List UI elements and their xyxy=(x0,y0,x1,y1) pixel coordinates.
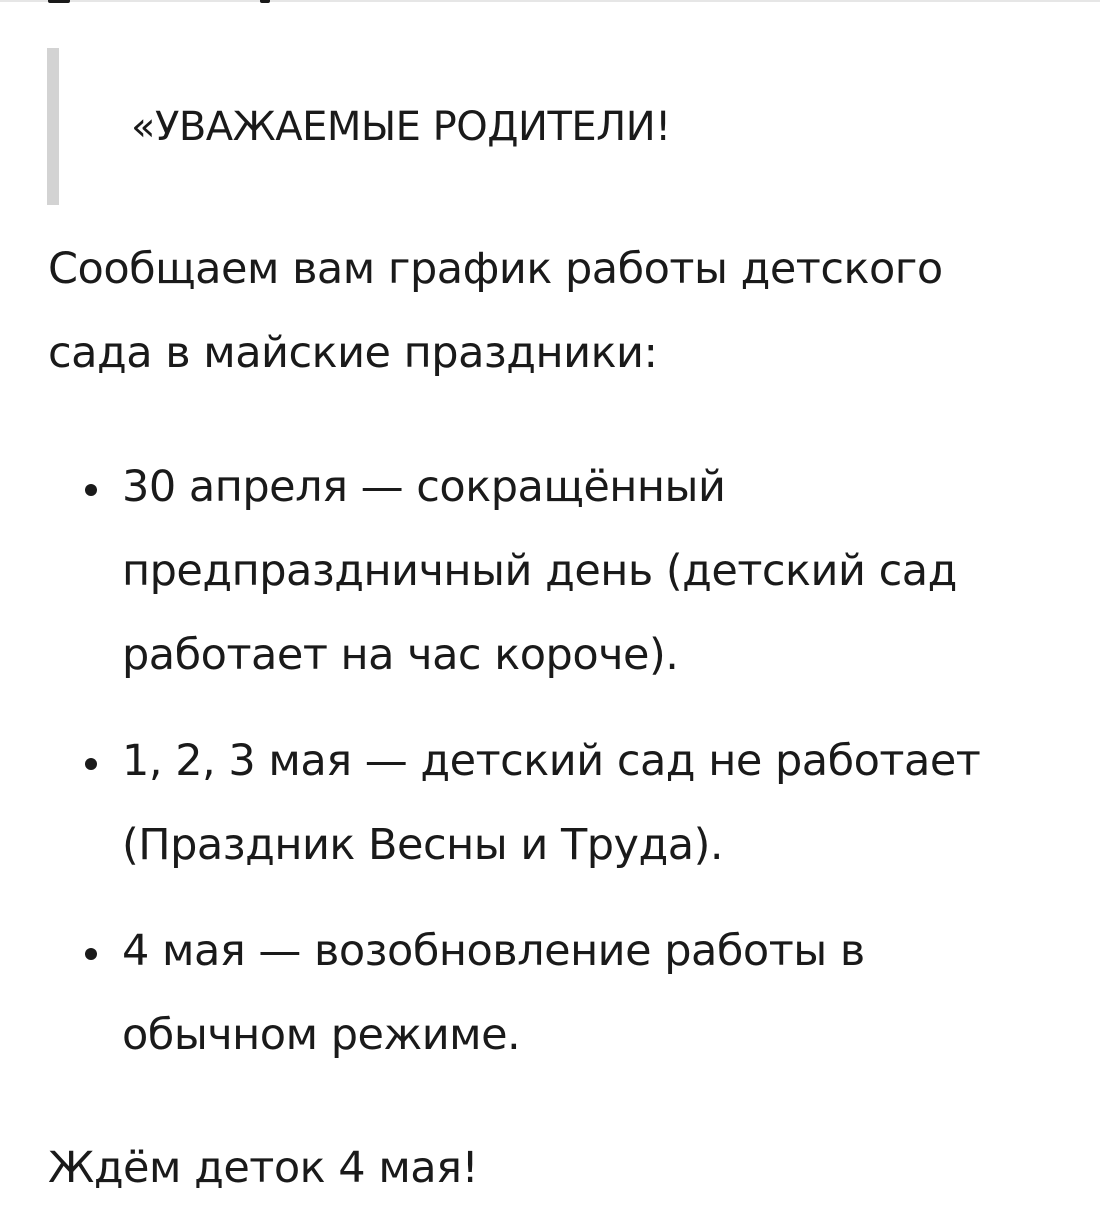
closing-paragraph: Ждём деток 4 мая! xyxy=(48,1143,479,1193)
list-item: 1, 2, 3 мая — детский сад не работает (Праздник Весны и Труда). xyxy=(48,719,1048,887)
intro-paragraph: Сообщаем вам график работы детского сада в майские праздники: xyxy=(48,244,943,378)
cutoff-glyph xyxy=(48,0,70,3)
cutoff-heading-fragment xyxy=(48,0,270,6)
cutoff-glyph xyxy=(260,0,270,3)
holiday-schedule-list xyxy=(48,445,1048,1099)
list-item: 30 апреля — сокращённый предпраздничный день (детский сад работает на час короче). xyxy=(48,445,1048,697)
list-item: 4 мая — возобновление работы в обычном режиме. xyxy=(48,909,1048,1077)
blockquote xyxy=(47,48,1047,205)
quote-text: «УВАЖАЕМЫЕ РОДИТЕЛИ! xyxy=(131,103,671,150)
